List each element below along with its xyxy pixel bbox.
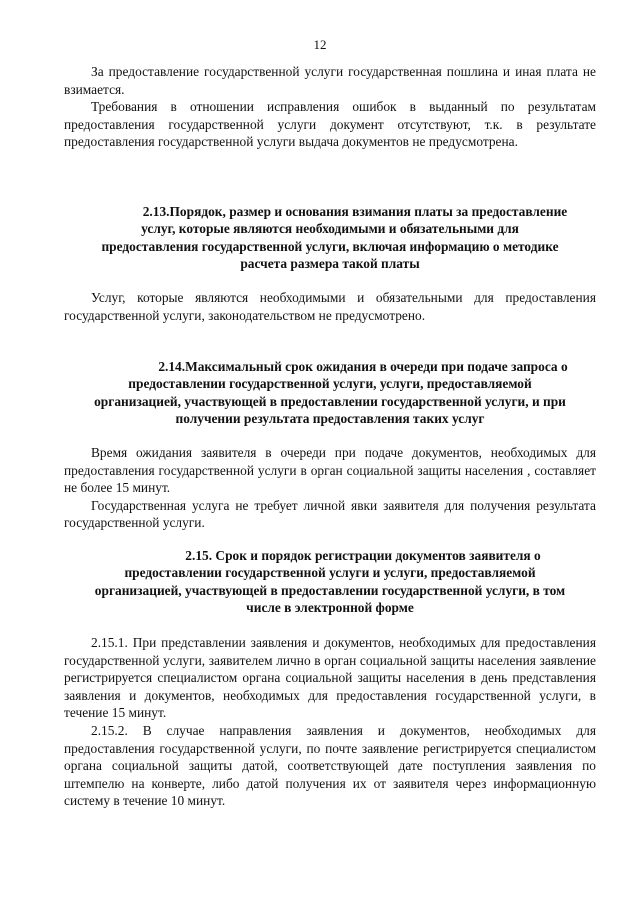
section-2-13-body [64,289,596,324]
heading-line: числе в электронной форме [246,600,414,616]
heading-line: 2.15. Срок и порядок регистрации документов заявителя о [185,548,541,563]
heading-line: организацией, участвующей в предоставлении государственной услуги, в том [94,582,566,598]
section-2-14-body [64,444,596,532]
heading-line: 2.13.Порядок, размер и основания взимания платы за предоставление [142,204,568,219]
intro-paragraph-fee: За предоставление государственной услуги государственная пошлина и иная плата не взимается. [64,64,596,97]
heading-line: предоставлении государственной услуги и услуги, предоставляемой [124,565,536,581]
heading-line: получении результата предоставления таких услуг [175,411,485,427]
section-2-15-1-paragraph: 2.15.1. При представлении заявления и документов, необходимых для предоставления государственной услуги, заявителем лично в орган социальной защиты населения заявление регистрируется специалистом органа социальной защиты населения в день представления заявления и документов, необходимых для предоставления государственной услуги, в течение 15 минут. [64,635,596,721]
section-2-14-paragraph-no-visit: Государственная услуга не требует личной явки заявителя для получения результата государственной услуги. [64,497,596,531]
section-2-13-heading [64,203,596,273]
section-2-14-paragraph-wait-time: Время ожидания заявителя в очереди при подаче документов, необходимых для предоставления государственной услуги в орган социальной защиты населения , составляет не более 15 минут. [64,445,596,496]
heading-line: расчета размера такой платы [240,256,420,272]
section-2-15-body [64,634,596,810]
heading-line: 2.14.Максимальный срок ожидания в очереди при подаче запроса о [158,359,568,374]
heading-line: организацией, участвующей в предоставлении государственной услуги, и при [94,393,566,409]
section-2-14-heading [64,358,596,428]
section-2-13-paragraph: Услуг, которые являются необходимыми и обязательными для предоставления государственной услуги, законодательством не предусмотрено. [64,290,596,323]
heading-line: предоставления государственной услуги, включая информацию о методике [101,238,559,254]
heading-line: предоставлении государственной услуги, услуги, предоставляемой [128,376,532,392]
page-number: 12 [313,37,327,52]
heading-line: услуг, которые являются необходимыми и обязательными для [141,221,519,237]
intro-block [64,63,596,151]
section-2-15-2-paragraph: 2.15.2. В случае направления заявления и документов, необходимых для предоставления государственной услуги, по почте заявление регистрируется специалистом органа социальной защиты датой, соответствующей дате поступления заявления по штемпелю на конверте, либо датой получения их от заявителя через информационную систему в течение 10 минут. [64,722,596,809]
section-2-15-heading [64,547,596,617]
intro-paragraph-corrections: Требования в отношении исправления ошибок в выданный по результатам предоставления государственной услуги документ отсутствуют, т.к. в результате предоставления государственной услуги выдача документов не предусмотрена. [64,99,596,150]
